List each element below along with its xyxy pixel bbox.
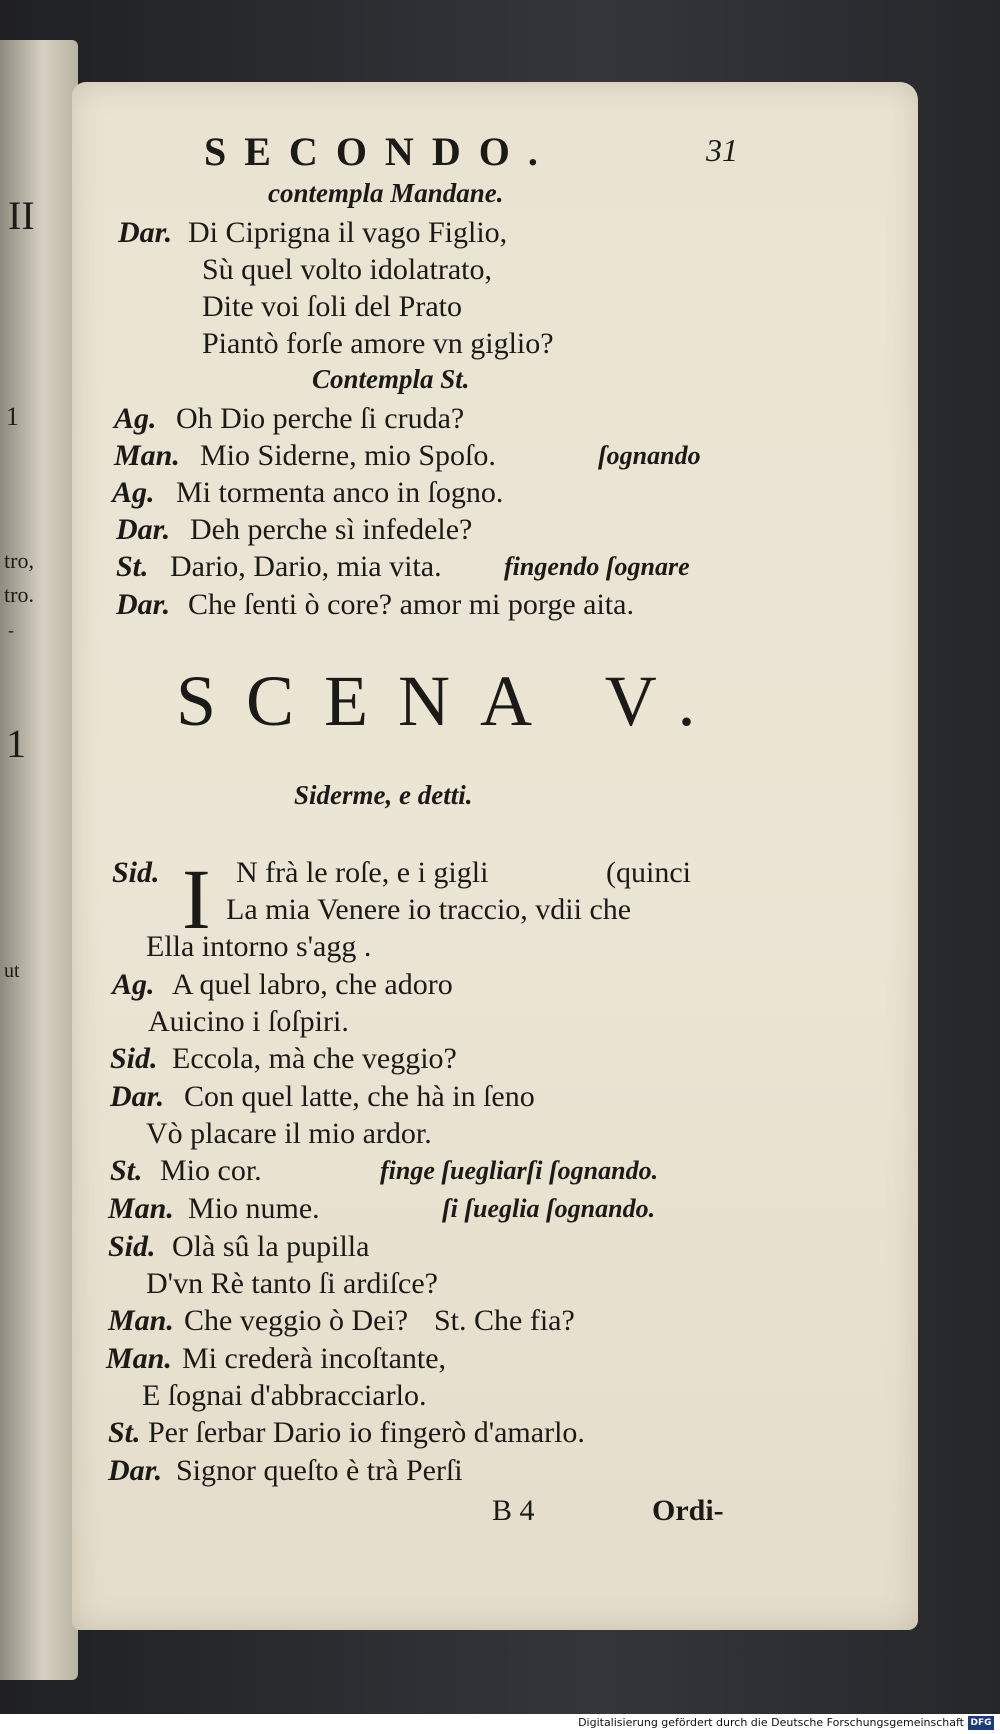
speaker-label: Sid. <box>108 1230 156 1263</box>
catchword: Ordi- <box>652 1494 724 1527</box>
speaker-label: Man. <box>108 1192 174 1225</box>
speaker-label: Man. <box>108 1304 174 1337</box>
speaker-label: Dar. <box>118 216 173 249</box>
adjacent-page-edge <box>0 40 78 1680</box>
speaker-label: St. <box>110 1154 143 1187</box>
speaker-label: Man. <box>106 1342 172 1375</box>
verse-line: Per ſerbar Dario io fingerò d'amarlo. <box>148 1416 585 1449</box>
verse-line: Oh Dio perche ſi cruda? <box>176 402 465 435</box>
left-page-fragment: II <box>8 193 35 238</box>
page-number: 31 <box>706 132 738 168</box>
drop-cap: I <box>182 851 211 947</box>
stage-direction: Contempla St. <box>312 364 470 394</box>
stage-direction: contempla Mandane. <box>268 178 504 208</box>
verse-line: Che ſenti ò core? amor mi porge aita. <box>188 588 634 621</box>
speaker-label: Sid. <box>110 1042 158 1075</box>
verse-line: Con quel latte, che hà in ſeno <box>184 1080 535 1113</box>
verse-line: Mi tormenta anco in ſogno. <box>176 476 504 509</box>
speaker-label: Man. <box>114 439 180 472</box>
speaker-label: Sid. <box>112 856 160 889</box>
left-page-fragment: 1 <box>6 402 19 431</box>
verse-line: Deh perche sì infedele? <box>190 513 473 546</box>
verse-line: La mia Venere io traccio, vdii che <box>226 893 632 926</box>
verse-line: Dario, Dario, mia vita. <box>170 550 442 583</box>
verse-line: Di Ciprigna il vago Figlio, <box>188 216 508 249</box>
verse-line: Olà sû la pupilla <box>172 1230 370 1263</box>
verse-line: Piantò forſe amore vn giglio? <box>202 327 554 360</box>
verse-line: D'vn Rè tanto ſi ardiſce? <box>146 1267 438 1300</box>
verse-line: Eccola, mà che veggio? <box>172 1042 457 1075</box>
verse-line: Mi crederà incoſtante, <box>182 1342 447 1375</box>
verse-line: Mio nume. <box>188 1192 320 1225</box>
signature-mark: B 4 <box>492 1494 535 1527</box>
verse-line: Sù quel volto idolatrato, <box>202 253 492 286</box>
speaker-label: Ag. <box>114 402 157 435</box>
scene-characters: Siderme, e detti. <box>294 780 473 810</box>
stage-direction: ſognando <box>598 441 701 470</box>
left-page-fragment: - <box>8 620 14 640</box>
stage-direction: fingendo ſognare <box>504 552 690 581</box>
speaker-label: Dar. <box>110 1080 165 1113</box>
dfg-logo-icon: DFG <box>968 1716 994 1730</box>
speaker-label: St. <box>108 1416 141 1449</box>
verse-line-continuation: St. Che fia? <box>434 1304 575 1337</box>
left-page-fragment: ut <box>4 960 20 982</box>
scan-credit-text: Digitalisierung gefördert durch die Deutsche Forschungsgemeinschaft <box>578 1716 964 1729</box>
verse-line: Ella intorno s'agg . <box>146 930 372 963</box>
verse-line: Mio cor. <box>160 1154 262 1187</box>
speaker-label: Dar. <box>108 1454 163 1487</box>
speaker-label: St. <box>116 550 149 583</box>
scene-title: SCENA V. <box>176 661 726 741</box>
speaker-label: Ag. <box>112 968 155 1001</box>
verse-line: Vò placare il mio ardor. <box>146 1117 432 1150</box>
verse-line: Auicino i ſoſpiri. <box>148 1005 349 1038</box>
stage-direction: ſi ſueglia ſognando. <box>442 1194 656 1223</box>
verse-line: Signor queſto è trà Perſi <box>176 1454 463 1487</box>
speaker-label: Ag. <box>112 476 155 509</box>
verse-line: N frà le roſe, e i gigli <box>236 856 489 889</box>
speaker-label: Dar. <box>116 513 171 546</box>
book-page <box>72 82 918 1630</box>
verse-line: Mio Siderne, mio Spoſo. <box>200 439 496 472</box>
verse-line-runover: (quinci <box>606 856 691 889</box>
running-title: SECONDO. <box>204 129 556 174</box>
verse-line: A quel labro, che adoro <box>172 968 453 1001</box>
stage-direction: finge ſuegliarſi ſognando. <box>380 1156 659 1185</box>
verse-line: Dite voi ſoli del Prato <box>202 290 462 323</box>
verse-line: E ſognai d'abbracciarlo. <box>142 1379 427 1412</box>
left-page-fragment: tro. <box>4 582 34 607</box>
left-page-fragment: 1 <box>6 721 26 766</box>
left-page-fragment: tro, <box>4 548 34 573</box>
speaker-label: Dar. <box>116 588 171 621</box>
verse-line: Che veggio ò Dei? <box>184 1304 409 1337</box>
